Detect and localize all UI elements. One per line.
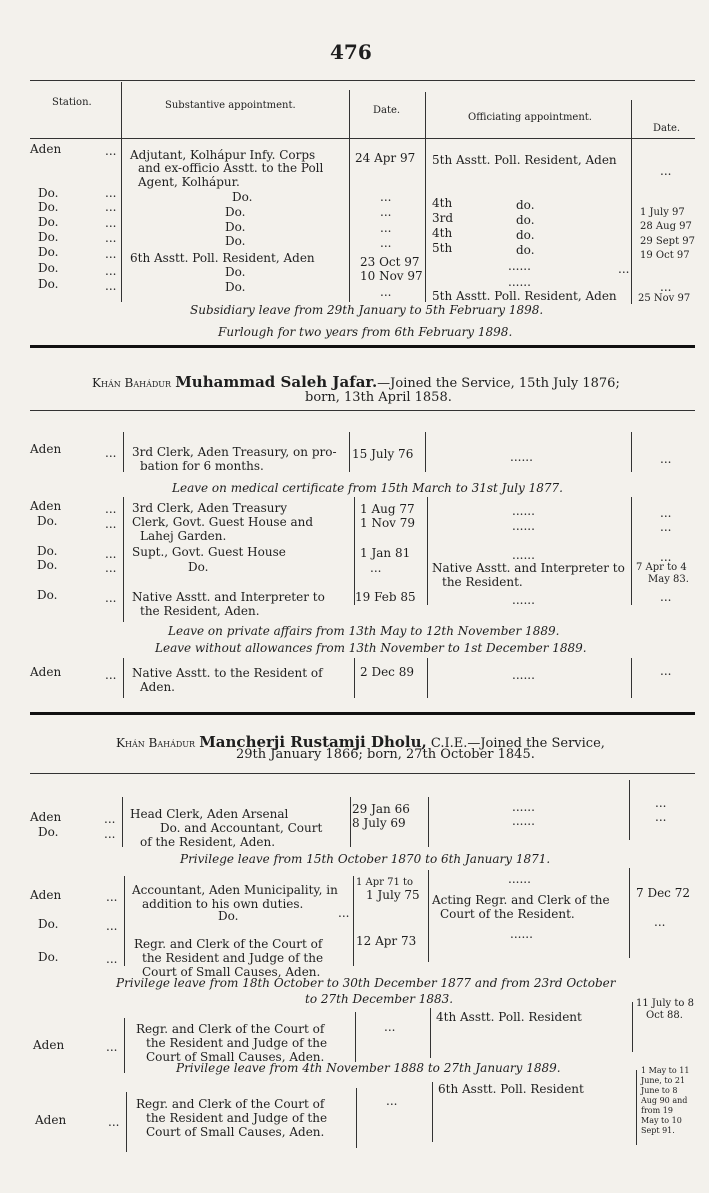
table2-col-rule: [123, 658, 124, 698]
date2-line: from 19: [641, 1106, 673, 1115]
table2-col-rule: [354, 658, 355, 698]
table2-col-rule: [427, 497, 428, 605]
date2-cell: ...: [660, 520, 672, 534]
leader-dots: ...: [105, 547, 117, 561]
leader-dots: ...: [104, 812, 116, 826]
leave-note: Privilege leave from 15th October 1870 to 6th January 1871.: [180, 852, 551, 866]
date2-cell: 7 Apr to 4: [636, 562, 687, 573]
officiating-cell: ......: [508, 259, 531, 273]
birth-details: 29th January 1866; born, 27th October 1845.: [236, 747, 535, 762]
leave-note: Subsidiary leave from 29th January to 5th February 1898.: [190, 303, 544, 317]
officiating-cell: ......: [508, 275, 531, 289]
table2-top-rule: [30, 410, 695, 411]
officiating-cell: 5th: [432, 241, 453, 255]
leader-dots: ...: [106, 952, 118, 966]
station-cell: Do.: [38, 200, 59, 214]
officiating-cell: 4th: [432, 196, 453, 210]
page-number: 476: [330, 40, 372, 64]
leader-dots: ...: [105, 186, 117, 200]
substantive-cell: Adjutant, Kolhápur Infy. Corps: [130, 148, 316, 162]
date2-cell: ...: [660, 550, 672, 564]
date2-cell: 19 Oct 97: [640, 250, 690, 261]
substantive-cell: of the Resident, Aden.: [140, 835, 276, 849]
service-details: —Joined the Service, 15th July 1876;: [377, 376, 620, 391]
substantive-cell: Do.: [232, 190, 253, 204]
station-cell: Aden: [35, 1113, 67, 1127]
date2-line: 1 May to 11: [641, 1066, 690, 1075]
substantive-cell: Court of Small Causes, Aden.: [146, 1050, 325, 1064]
substantive-cell: Do.: [225, 234, 246, 248]
table3-col-rule: [122, 797, 123, 847]
leave-note: to 27th December 1883.: [305, 992, 454, 1006]
substantive-cell: Do.: [225, 265, 246, 279]
table3-col-rule: [629, 868, 630, 958]
officiating-cell: ......: [512, 548, 535, 562]
leader-dots: ...: [105, 561, 117, 575]
section-divider: [30, 712, 695, 715]
station-cell: Do.: [37, 588, 58, 602]
date-cell: 29 Jan 66: [352, 802, 410, 816]
substantive-cell: 6th Asstt. Poll. Resident, Aden: [130, 251, 315, 265]
officiating-cell: ......: [512, 814, 535, 828]
date-cell: ...: [386, 1094, 398, 1108]
table1-col-rule: [349, 90, 350, 302]
section-divider: [30, 345, 695, 348]
date2-line: Sept 91.: [641, 1126, 675, 1135]
table2-col-rule: [631, 432, 632, 472]
date-cell: 23 Oct 97: [360, 255, 420, 269]
leader-dots: ...: [105, 200, 117, 214]
leave-note: Furlough for two years from 6th February 1898.: [218, 325, 513, 339]
date2-line: Aug 90 and: [641, 1096, 688, 1105]
leader-dots: ...: [104, 827, 116, 841]
date-cell: 2 Dec 89: [360, 665, 414, 679]
table1-col-rule: [425, 92, 426, 302]
table2-col-rule: [425, 432, 426, 472]
date-cell: 19 Feb 85: [355, 590, 416, 604]
substantive-cell: Agent, Kolhápur.: [138, 175, 240, 189]
date-cell: 12 Apr 73: [356, 934, 417, 948]
substantive-cell: Native Asstt. and Interpreter to: [132, 590, 325, 604]
substantive-cell: the Resident and Judge of the: [142, 951, 324, 965]
table1-header-rule: [30, 138, 695, 139]
officiating-ditto: do.: [516, 213, 535, 227]
service-details: C.I.E.—Joined the Service,: [430, 736, 605, 751]
substantive-cell: 3rd Clerk, Aden Treasury: [132, 501, 288, 515]
leader-dots: ...: [105, 668, 117, 682]
substantive-cell: Regr. and Clerk of the Court of: [136, 1097, 325, 1111]
date-cell: ...: [380, 285, 392, 299]
date2-cell: ...: [660, 590, 672, 604]
date-cell: 8 July 69: [352, 816, 406, 830]
person-name: Mancherji Rustamji Dholu,: [199, 733, 427, 751]
title-prefix: Khán Bahádur: [116, 736, 196, 750]
leave-note: Leave without allowances from 13th November to 1st December 1889.: [155, 641, 587, 655]
table2-col-rule: [123, 432, 124, 472]
header-date: Date.: [373, 105, 401, 116]
date2-cell: 25 Nov 97: [638, 293, 691, 304]
officiating-cell: ......: [512, 593, 535, 607]
station-cell: Do.: [38, 215, 59, 229]
person-heading: [92, 373, 620, 391]
leader-dots: ...: [106, 919, 118, 933]
date-cell: 24 Apr 97: [355, 151, 416, 165]
table1-top-rule: [30, 80, 695, 81]
date2-cell: ...: [660, 664, 672, 678]
station-cell: Do.: [38, 245, 59, 259]
station-cell: Do.: [37, 544, 58, 558]
table3-top-rule: [30, 773, 695, 774]
station-cell: Do.: [38, 950, 59, 964]
station-cell: Do.: [38, 917, 59, 931]
leader-dots: ...: [105, 216, 117, 230]
officiating-cell: ......: [508, 872, 531, 886]
leave-note: Leave on private affairs from 13th May to 12th November 1889.: [168, 624, 560, 638]
table3-col-rule: [636, 1070, 637, 1145]
substantive-cell: the Resident and Judge of the: [146, 1111, 328, 1125]
date2-cell: 28 Aug 97: [640, 221, 692, 232]
leader-dots: ...: [108, 1115, 120, 1129]
officiating-cell: Court of the Resident.: [440, 907, 575, 921]
date2-cell: ...: [660, 164, 672, 178]
substantive-cell: Court of Small Causes, Aden.: [146, 1125, 325, 1139]
station-cell: Do.: [38, 261, 59, 275]
person-name: Muhammad Saleh Jafar.: [175, 373, 378, 391]
substantive-cell: Supt., Govt. Guest House: [132, 545, 286, 559]
table3-col-rule: [428, 797, 429, 847]
substantive-cell: Aden.: [140, 680, 175, 694]
substantive-cell: Do.: [225, 280, 246, 294]
substantive-cell: addition to his own duties.: [142, 897, 304, 911]
officiating-cell: Native Asstt. and Interpreter to: [432, 561, 625, 575]
table3-col-rule: [432, 1082, 433, 1142]
officiating-cell: 4th Asstt. Poll. Resident: [436, 1010, 582, 1024]
date2-cell: ...: [655, 796, 667, 810]
substantive-cell: and ex-officio Asstt. to the Poll: [138, 161, 324, 175]
date2-cell: ...: [660, 452, 672, 466]
table3-col-rule: [355, 1012, 356, 1062]
substantive-cell: Court of Small Causes, Aden.: [142, 965, 321, 979]
table3-col-rule: [126, 1092, 127, 1152]
substantive-cell: Do.: [225, 205, 246, 219]
date2-cell: ...: [654, 915, 666, 929]
table3-col-rule: [350, 797, 351, 847]
date-cell: 1 Aug 77: [360, 502, 415, 516]
leader-dots: ...: [105, 517, 117, 531]
leader-dots: ...: [105, 231, 117, 245]
table3-col-rule: [356, 1088, 357, 1148]
station-cell: Do.: [38, 277, 59, 291]
substantive-cell: Regr. and Clerk of the Court of: [136, 1022, 325, 1036]
date-cell: ...: [380, 190, 392, 204]
station-cell: Aden: [30, 888, 62, 902]
station-cell: Do.: [38, 186, 59, 200]
date-cell: ...: [384, 1020, 396, 1034]
station-cell: Do.: [37, 558, 58, 572]
table1-col-rule: [631, 100, 632, 304]
table3-col-rule: [632, 1002, 633, 1052]
date2-cell: ...: [618, 262, 630, 276]
officiating-cell: 6th Asstt. Poll. Resident: [438, 1082, 584, 1096]
substantive-cell: the Resident, Aden.: [140, 604, 260, 618]
header-station: Station.: [52, 97, 92, 108]
header-date-2: Date.: [653, 123, 681, 134]
officiating-cell: ......: [510, 927, 533, 941]
officiating-cell: 4th: [432, 226, 453, 240]
leader-dots: ...: [105, 446, 117, 460]
table2-col-rule: [631, 658, 632, 698]
date-cell: ...: [338, 906, 350, 920]
substantive-cell: Do.: [188, 560, 209, 574]
table3-col-rule: [353, 876, 354, 966]
leader-dots: ...: [106, 890, 118, 904]
officiating-cell: 3rd: [432, 211, 454, 225]
leader-dots: ...: [105, 591, 117, 605]
officiating-cell: ......: [512, 504, 535, 518]
table2-col-rule: [349, 432, 350, 472]
officiating-cell: the Resident.: [442, 575, 523, 589]
date-cell: ...: [380, 236, 392, 250]
leave-note: Privilege leave from 18th October to 30th December 1877 and from 23rd October: [116, 976, 616, 990]
date2-cell: ...: [660, 280, 672, 294]
date2-line: May to 10: [641, 1116, 682, 1125]
date2-cell: 11 July to 8: [636, 998, 694, 1009]
officiating-cell: Acting Regr. and Clerk of the: [432, 893, 610, 907]
officiating-ditto: do.: [516, 228, 535, 242]
station-cell: Aden: [30, 810, 62, 824]
leader-dots: ...: [105, 502, 117, 516]
table3-col-rule: [124, 876, 125, 966]
birth-details: born, 13th April 1858.: [305, 390, 452, 405]
table3-col-rule: [124, 1018, 125, 1073]
station-cell: Do.: [38, 825, 59, 839]
officiating-cell: ......: [512, 800, 535, 814]
substantive-cell: Clerk, Govt. Guest House and: [132, 515, 314, 529]
table3-col-rule: [428, 870, 429, 962]
date2-cell: ...: [660, 506, 672, 520]
station-cell: Aden: [30, 142, 62, 156]
substantive-cell: 3rd Clerk, Aden Treasury, on pro-: [132, 445, 337, 459]
date-cell: 15 July 76: [352, 447, 414, 461]
table2-col-rule: [354, 497, 355, 605]
substantive-cell: bation for 6 months.: [140, 459, 264, 473]
station-cell: Do.: [38, 230, 59, 244]
leader-dots: ...: [105, 144, 117, 158]
substantive-cell: Head Clerk, Aden Arsenal: [130, 807, 289, 821]
leader-dots: ...: [105, 279, 117, 293]
table2-col-rule: [631, 497, 632, 605]
date2-cell: 1 July 97: [640, 207, 685, 218]
station-cell: Do.: [37, 514, 58, 528]
date-cell: ...: [380, 205, 392, 219]
officiating-cell: 5th Asstt. Poll. Resident, Aden: [432, 289, 617, 303]
officiating-ditto: do.: [516, 198, 535, 212]
officiating-cell: ......: [512, 519, 535, 533]
leave-note: Privilege leave from 4th November 1888 to 27th January 1889.: [176, 1061, 561, 1075]
station-cell: Aden: [30, 499, 62, 513]
station-cell: Aden: [30, 442, 62, 456]
officiating-ditto: do.: [516, 243, 535, 257]
officiating-cell: ......: [512, 668, 535, 682]
date2-line: June to 8: [641, 1086, 678, 1095]
substantive-cell: Regr. and Clerk of the Court of: [134, 937, 323, 951]
date-cell: 1 Nov 79: [360, 516, 416, 530]
date2-cell: ...: [655, 810, 667, 824]
leave-note: Leave on medical certificate from 15th March to 31st July 1877.: [172, 481, 563, 495]
table3-col-rule: [629, 780, 630, 840]
substantive-cell: Accountant, Aden Municipality, in: [132, 883, 338, 897]
date-cell: ...: [370, 561, 382, 575]
date-cell: 1 Apr 71 to: [356, 877, 414, 888]
leader-dots: ...: [106, 1040, 118, 1054]
table3-col-rule: [430, 1008, 431, 1058]
substantive-cell: Do. and Accountant, Court: [160, 821, 323, 835]
header-officiating: Officiating appointment.: [468, 112, 592, 123]
date-cell: ...: [380, 221, 392, 235]
substantive-cell: Do.: [218, 909, 239, 923]
substantive-cell: Do.: [225, 220, 246, 234]
officiating-cell: 5th Asstt. Poll. Resident, Aden: [432, 153, 617, 167]
station-cell: Aden: [33, 1038, 65, 1052]
substantive-cell: Lahej Garden.: [140, 529, 227, 543]
date-cell: 10 Nov 97: [360, 269, 423, 283]
date2-cell: 29 Sept 97: [640, 236, 695, 247]
table1-col-rule: [121, 82, 122, 302]
header-substantive: Substantive appointment.: [165, 100, 296, 111]
date2-cell: May 83.: [648, 574, 689, 585]
date-cell: 1 Jan 81: [360, 546, 411, 560]
substantive-cell: the Resident and Judge of the: [146, 1036, 328, 1050]
date2-cell: 7 Dec 72: [636, 886, 690, 900]
officiating-cell: ......: [510, 450, 533, 464]
table2-col-rule: [427, 658, 428, 698]
date2-stack: [641, 1066, 689, 1136]
title-prefix: Khán Bahádur: [92, 376, 172, 390]
date-cell: 1 July 75: [366, 888, 420, 902]
date2-cell: Oct 88.: [646, 1010, 683, 1021]
leader-dots: ...: [105, 264, 117, 278]
table2-col-rule: [123, 497, 124, 622]
station-cell: Aden: [30, 665, 62, 679]
leader-dots: ...: [105, 247, 117, 261]
date2-line: June, to 21: [641, 1076, 686, 1085]
substantive-cell: Native Asstt. to the Resident of: [132, 666, 323, 680]
